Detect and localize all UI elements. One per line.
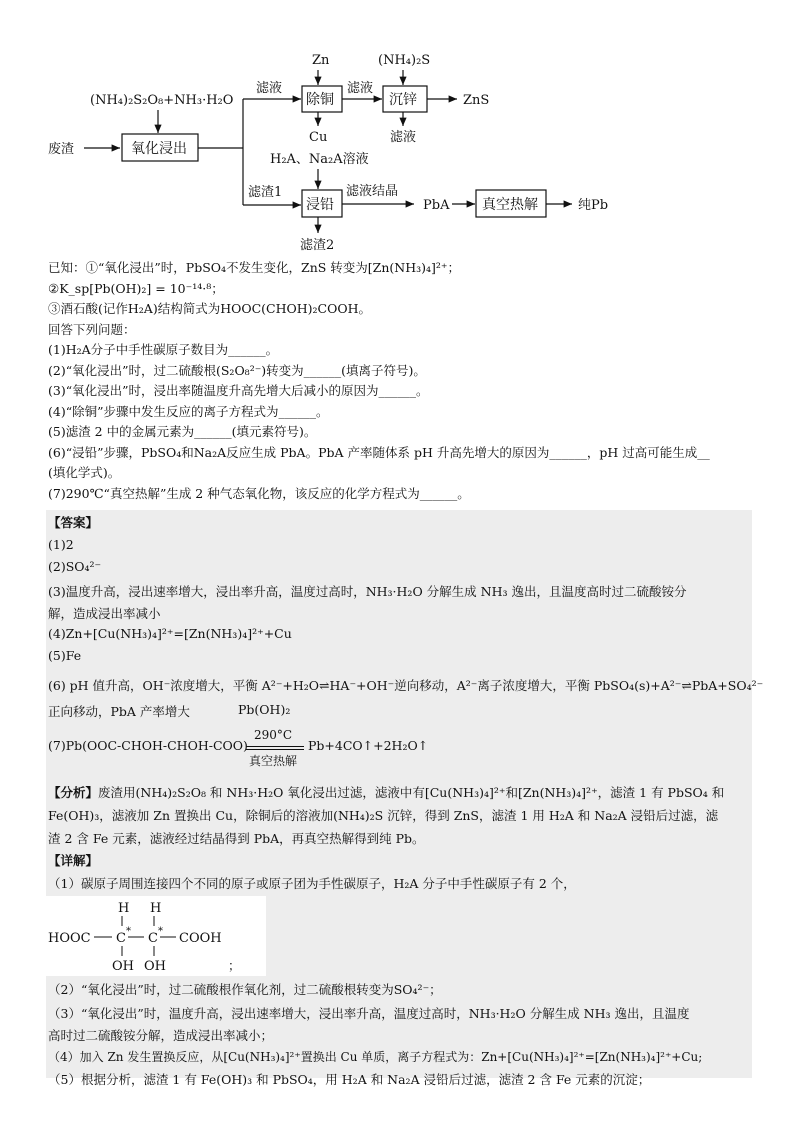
feed-label: 废渣 [48,142,75,157]
question-prompt: 回答下列问题： [48,321,136,337]
pba-label: PbA [423,198,450,213]
detail-5: （5）根据分析，滤渣 1 有 Fe(OH)₃ 和 PbSO₄，用 H₂A 和 Na₂A 浸铅后过滤，滤渣 2 含 Fe 元素的沉淀； [48,1072,651,1087]
residue2-label: 滤渣2 [300,238,335,253]
analysis-block [48,783,724,801]
answer-7-condition-bottom: 真空热解 [249,754,298,768]
pure-pb-label: 纯Pb [578,198,609,213]
answer-7-right: Pb+4CO↑+2H₂O↑ [308,738,429,753]
oxidize-reagent: (NH₄)₂S₂O₈+NH₃·H₂O [90,93,234,108]
question-6b: (填化学式)。 [48,465,121,480]
answer-6c: Pb(OH)₂ [238,702,291,717]
question-6a: (6)“浸铅”步骤，PbSO₄和Na₂A反应生成 PbA。PbA 产率随体系 pH 升高先增大的原因为______，pH 过高可能生成__ [48,444,710,460]
answer-5: (5)Fe [48,648,82,663]
question-section [48,258,768,504]
known-2: ②K_sp[Pb(OH)₂] = 10⁻¹⁴·⁸； [48,280,224,296]
h2a-solution-label: H₂A、Na₂A溶液 [270,152,369,167]
answer-header: 【答案】 [48,515,99,530]
filtrate2-label: 滤液 [347,81,374,96]
answer-section [46,510,764,1087]
answer-7-double-line [246,746,304,750]
detail-header: 【详解】 [48,853,99,868]
detail-1-end: ； [228,958,241,973]
answer-6a: (6) pH 值升高，OH⁻浓度增大，平衡 A²⁻+H₂O⇌HA⁻+OH⁻逆向移动，A²⁻离子浓度增大，平衡 PbSO₄(s)+A²⁻⇌PbA+SO₄²⁻ [48,678,764,693]
question-1: (1)H₂A分子中手性碳原子数目为______。 [48,342,279,357]
detail-3a: （3）“氧化浸出”时，温度升高，浸出速率增大，浸出率升高，温度过高时，NH₃·H₂O 分解生成 NH₃ 逸出，且温度 [48,1006,690,1021]
question-7: (7)290℃“真空热解”生成 2 种气态氧化物，该反应的化学方程式为______。 [48,485,470,501]
answer-7-left: (7)Pb(OOC-CHOH-CHOH-COO) [48,738,248,753]
known-1: 已知：①“氧化浸出”时，PbSO₄不发生变化，ZnS 转变为[Zn(NH₃)₄]²⁺； [48,260,461,275]
answer-3b: 解，造成浸出率减小 [48,606,161,621]
analysis-header: 【分析】 [48,785,99,800]
crystallize-label: 滤液结晶 [346,184,399,199]
question-4: (4)“除铜”步骤中发生反应的离子方程式为______。 [48,403,329,419]
cu-label: Cu [309,130,328,145]
mol-cooh: COOH [179,931,222,946]
detail-1: （1）碳原子周围连接四个不同的原子或原子团为手性碳原子，H₂A 分子中手性碳原子有 2 个， [48,876,576,891]
answer-1: (1)2 [48,537,74,552]
analysis-line-2: Fe(OH)₃，滤液加 Zn 置换出 Cu，除铜后的溶液加(NH₄)₂S 沉锌，得到 ZnS，滤渣 1 用 H₂A 和 Na₂A 浸铅后过滤，滤 [48,808,719,823]
box-lead-leaching-label: 浸铅 [306,197,334,213]
question-3: (3)“氧化浸出”时，浸出率随温度升高先增大后减小的原因为______。 [48,383,429,398]
question-2: (2)“氧化浸出”时，过二硫酸根(S₂O₈²⁻)转变为______(填离子符号)。 [48,362,426,378]
analysis-line-1: 废渣用(NH₄)₂S₂O₈ 和 NH₃·H₂O 氧化浸出过滤，滤液中有[Cu(NH₃)₄]²⁺和[Zn(NH₃)₄]²⁺，滤渣 1 有 PbSO₄ 和 [98,785,725,800]
zn-label: Zn [312,53,330,68]
process-flowchart [0,0,800,262]
question-5: (5)滤渣 2 中的金属元素为______(填元素符号)。 [48,424,317,439]
mol-star-1: * [126,926,131,937]
mol-oh-1: OH [112,959,134,974]
box-copper-removal-label: 除铜 [306,92,334,108]
answer-6b: 正向移动，PbA 产率增大 [48,704,190,719]
box-oxidize-label: 氧化浸出 [131,141,187,157]
known-3: ③酒石酸(记作H₂A)结构简式为HOOC(CHOH)₂COOH。 [48,301,371,316]
mol-c-1: C [116,931,126,946]
mol-oh-2: OH [144,959,166,974]
answer-4: (4)Zn+[Cu(NH₃)₄]²⁺=[Zn(NH₃)₄]²⁺+Cu [48,626,292,641]
detail-3b: 高时过二硫酸铵分解，造成浸出率减小； [48,1028,274,1043]
box-zinc-precipitation-label: 沉锌 [389,92,417,108]
residue1-label: 滤渣1 [248,185,283,200]
analysis-line-3: 渣 2 含 Fe 元素，滤液经过结晶得到 PbA，再真空热解得到纯 Pb。 [48,831,425,846]
box-vacuum-pyrolysis-label: 真空热解 [482,197,538,213]
zns-label: ZnS [463,93,490,108]
mol-h-2: H [150,901,162,916]
filtrate3-label: 滤液 [390,130,417,145]
detail-4: （4）加入 Zn 发生置换反应，从[Cu(NH₃)₄]²⁺置换出 Cu 单质，离子方程式为：Zn+[Cu(NH₃)₄]²⁺=[Zn(NH₃)₄]²⁺+Cu; [48,1050,703,1064]
answer-7-condition-top: 290°C [254,728,293,742]
filtrate1-label: 滤液 [256,81,283,96]
detail-2: （2）“氧化浸出”时，过二硫酸根作氧化剂，过二硫酸根转变为SO₄²⁻； [48,982,442,997]
answer-2: (2)SO₄²⁻ [48,559,102,574]
mol-star-2: * [158,926,163,937]
ammonium-sulfide-label: (NH₄)₂S [378,53,431,68]
mol-h-1: H [118,901,130,916]
answer-3a: (3)温度升高，浸出速率增大，浸出率升高，温度过高时，NH₃·H₂O 分解生成 NH₃ 逸出，且温度高时过二硫酸铵分 [48,584,687,599]
mol-c-2: C [148,931,158,946]
mol-hooc: HOOC [48,931,91,946]
